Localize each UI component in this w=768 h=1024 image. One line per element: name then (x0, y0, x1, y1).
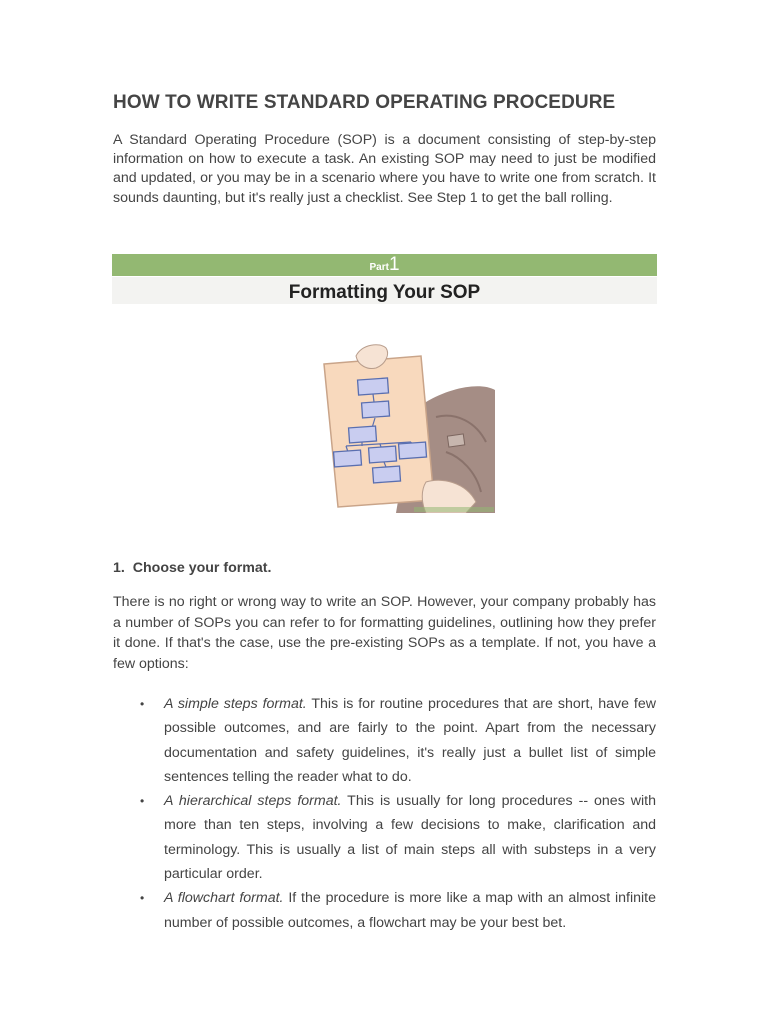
step-heading (113, 560, 656, 576)
option-label: A simple steps format. (164, 696, 307, 712)
section-heading: Formatting Your SOP (112, 277, 657, 304)
part-banner (112, 254, 657, 276)
option-text: This is for routine procedures that are short, have few possible outcomes, and are fairly to the point. Apart from the necessary documentation and safety guidelines, it's really just a bullet list of simple sentences telling the reader what to do. (164, 696, 656, 785)
step-title: Choose your format. (132, 560, 272, 576)
format-options-list (113, 692, 656, 935)
part-number: 1 (388, 254, 400, 275)
document-title: HOW TO WRITE STANDARD OPERATING PROCEDURE (113, 92, 616, 113)
option-text: If the procedure is more like a map with an almost infinite number of possible outcomes, a flowchart may be your best bet. (164, 890, 656, 931)
bullet: • (140, 891, 145, 906)
option-label: A flowchart format. (164, 890, 284, 907)
list-item (113, 692, 656, 789)
list-item (113, 789, 656, 886)
list-item (113, 886, 656, 935)
step-body: There is no right or wrong way to write an SOP. However, your company probably has a number of SOPs you can refer to for formatting guidelines, outlining how they prefer it done. If that's the case, use the pre-existing SOPs as a template. If not, you have a few options: (113, 594, 656, 672)
intro-paragraph: A Standard Operating Procedure (SOP) is a document consisting of step-by-step information on how to execute a task. An existing SOP may need to just be modified and updated, or you may be in a scenario where you have to write one from scratch. It sounds daunting, but it's really just a checklist. See Step 1 to get the ball rolling. (113, 132, 656, 206)
bullet: • (140, 697, 145, 711)
flowchart-illustration (276, 342, 495, 513)
option-text: This is usually for long procedures -- ones with more than ten steps, involving a few decisions to make, clarification and terminology. This is usually a list of main steps all with substeps in a very particular order. (164, 793, 656, 883)
bullet: • (140, 794, 145, 809)
step-number: 1. (113, 560, 125, 576)
part-label: Part (369, 262, 389, 273)
option-label: A hierarchical steps format. (164, 793, 342, 810)
